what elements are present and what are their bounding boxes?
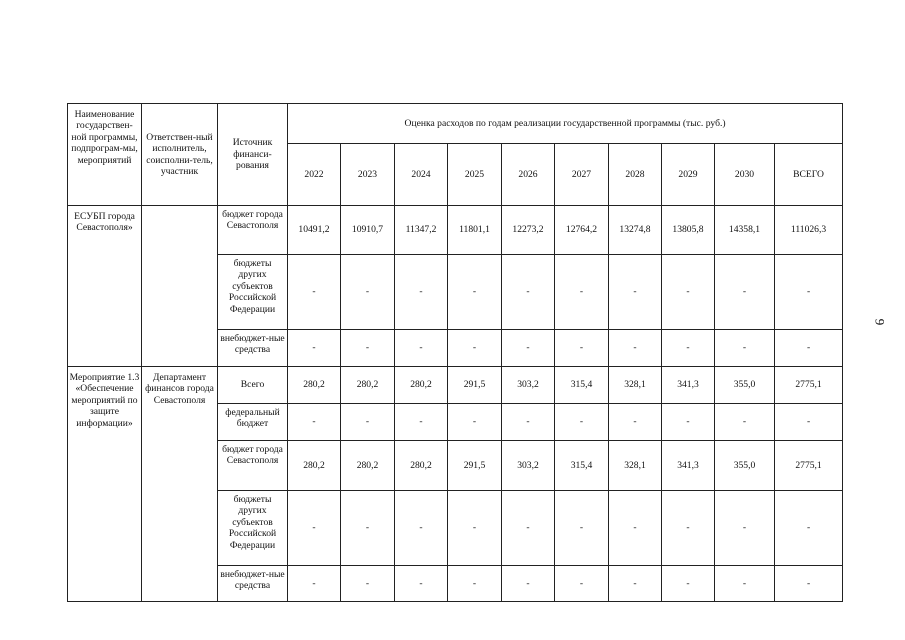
header-year: 2022	[288, 144, 341, 206]
source-cell: внебюджет-ные средства	[218, 330, 288, 367]
value-cell: 11801,1	[448, 206, 502, 255]
value-cell: -	[715, 404, 775, 441]
value-cell: -	[502, 330, 555, 367]
value-cell: -	[288, 566, 341, 602]
value-cell: -	[609, 566, 662, 602]
value-cell: 341,3	[662, 367, 715, 404]
total-cell: -	[775, 404, 843, 441]
value-cell: 13274,8	[609, 206, 662, 255]
value-cell: -	[448, 330, 502, 367]
value-cell: -	[555, 330, 609, 367]
total-cell: -	[775, 491, 843, 566]
value-cell: -	[448, 404, 502, 441]
source-cell: бюджет города Севастополя	[218, 206, 288, 255]
value-cell: -	[341, 330, 395, 367]
value-cell: -	[341, 566, 395, 602]
value-cell: -	[502, 404, 555, 441]
source-cell: бюджет города Севастополя	[218, 441, 288, 491]
value-cell: -	[288, 404, 341, 441]
value-cell: 10910,7	[341, 206, 395, 255]
value-cell: 355,0	[715, 441, 775, 491]
value-cell: 13805,8	[662, 206, 715, 255]
value-cell: -	[715, 491, 775, 566]
value-cell: 303,2	[502, 441, 555, 491]
value-cell: -	[662, 491, 715, 566]
value-cell: -	[395, 566, 448, 602]
value-cell: -	[341, 255, 395, 330]
value-cell: 280,2	[341, 367, 395, 404]
header-program-name: Наименование государствен-ной программы, подпрограм-мы, мероприятий	[68, 104, 142, 206]
header-year: 2023	[341, 144, 395, 206]
value-cell: -	[609, 491, 662, 566]
value-cell: -	[715, 330, 775, 367]
value-cell: 355,0	[715, 367, 775, 404]
program-name-cell: Мероприятие 1.3 «Обеспечение мероприятий по защите информации»	[68, 367, 142, 602]
value-cell: -	[662, 404, 715, 441]
total-cell: -	[775, 566, 843, 602]
value-cell: 11347,2	[395, 206, 448, 255]
value-cell: -	[288, 491, 341, 566]
value-cell: -	[609, 255, 662, 330]
total-cell: -	[775, 330, 843, 367]
header-year: 2028	[609, 144, 662, 206]
value-cell: -	[662, 566, 715, 602]
value-cell: 291,5	[448, 367, 502, 404]
value-cell: -	[555, 566, 609, 602]
header-year: 2030	[715, 144, 775, 206]
value-cell: 12764,2	[555, 206, 609, 255]
value-cell: -	[715, 566, 775, 602]
value-cell: -	[288, 330, 341, 367]
total-cell: -	[775, 255, 843, 330]
source-cell: федеральный бюджет	[218, 404, 288, 441]
header-year: 2024	[395, 144, 448, 206]
value-cell: 12273,2	[502, 206, 555, 255]
source-cell: Всего	[218, 367, 288, 404]
budget-table	[67, 103, 843, 602]
value-cell: -	[448, 255, 502, 330]
header-expense-estimate: Оценка расходов по годам реализации государственной программы (тыс. руб.)	[288, 104, 843, 144]
value-cell: -	[555, 491, 609, 566]
value-cell: -	[448, 491, 502, 566]
value-cell: 315,4	[555, 441, 609, 491]
value-cell: -	[715, 255, 775, 330]
value-cell: -	[395, 255, 448, 330]
executor-cell	[142, 206, 218, 367]
executor-cell: Департамент финансов города Севастополя	[142, 367, 218, 602]
value-cell: -	[502, 255, 555, 330]
value-cell: 280,2	[395, 367, 448, 404]
value-cell: -	[395, 330, 448, 367]
value-cell: -	[502, 566, 555, 602]
value-cell: -	[609, 330, 662, 367]
value-cell: -	[341, 491, 395, 566]
value-cell: 328,1	[609, 441, 662, 491]
value-cell: -	[395, 404, 448, 441]
source-cell: бюджеты других субъектов Российской Федерации	[218, 491, 288, 566]
source-cell: бюджеты других субъектов Российской Федерации	[218, 255, 288, 330]
header-year: 2027	[555, 144, 609, 206]
value-cell: -	[395, 491, 448, 566]
value-cell: -	[662, 255, 715, 330]
value-cell: 341,3	[662, 441, 715, 491]
header-executor: Ответствен-ный исполнитель, соисполни-тель, участник	[142, 104, 218, 206]
header-year: 2026	[502, 144, 555, 206]
program-name-cell: ЕСУБП города Севастополя»	[68, 206, 142, 367]
value-cell: 10491,2	[288, 206, 341, 255]
value-cell: -	[288, 255, 341, 330]
value-cell: -	[555, 255, 609, 330]
header-total: ВСЕГО	[775, 144, 843, 206]
value-cell: 328,1	[609, 367, 662, 404]
value-cell: 280,2	[288, 441, 341, 491]
value-cell: 315,4	[555, 367, 609, 404]
page-number: 9	[872, 318, 888, 326]
source-cell: внебюджет-ные средства	[218, 566, 288, 602]
value-cell: -	[609, 404, 662, 441]
value-cell: -	[662, 330, 715, 367]
value-cell: -	[448, 566, 502, 602]
value-cell: -	[555, 404, 609, 441]
value-cell: -	[341, 404, 395, 441]
total-cell: 2775,1	[775, 441, 843, 491]
value-cell: 280,2	[341, 441, 395, 491]
value-cell: -	[502, 491, 555, 566]
value-cell: 280,2	[288, 367, 341, 404]
total-cell: 111026,3	[775, 206, 843, 255]
header-year: 2029	[662, 144, 715, 206]
value-cell: 291,5	[448, 441, 502, 491]
value-cell: 303,2	[502, 367, 555, 404]
total-cell: 2775,1	[775, 367, 843, 404]
header-year: 2025	[448, 144, 502, 206]
value-cell: 280,2	[395, 441, 448, 491]
value-cell: 14358,1	[715, 206, 775, 255]
header-source: Источник финанси-рования	[218, 104, 288, 206]
